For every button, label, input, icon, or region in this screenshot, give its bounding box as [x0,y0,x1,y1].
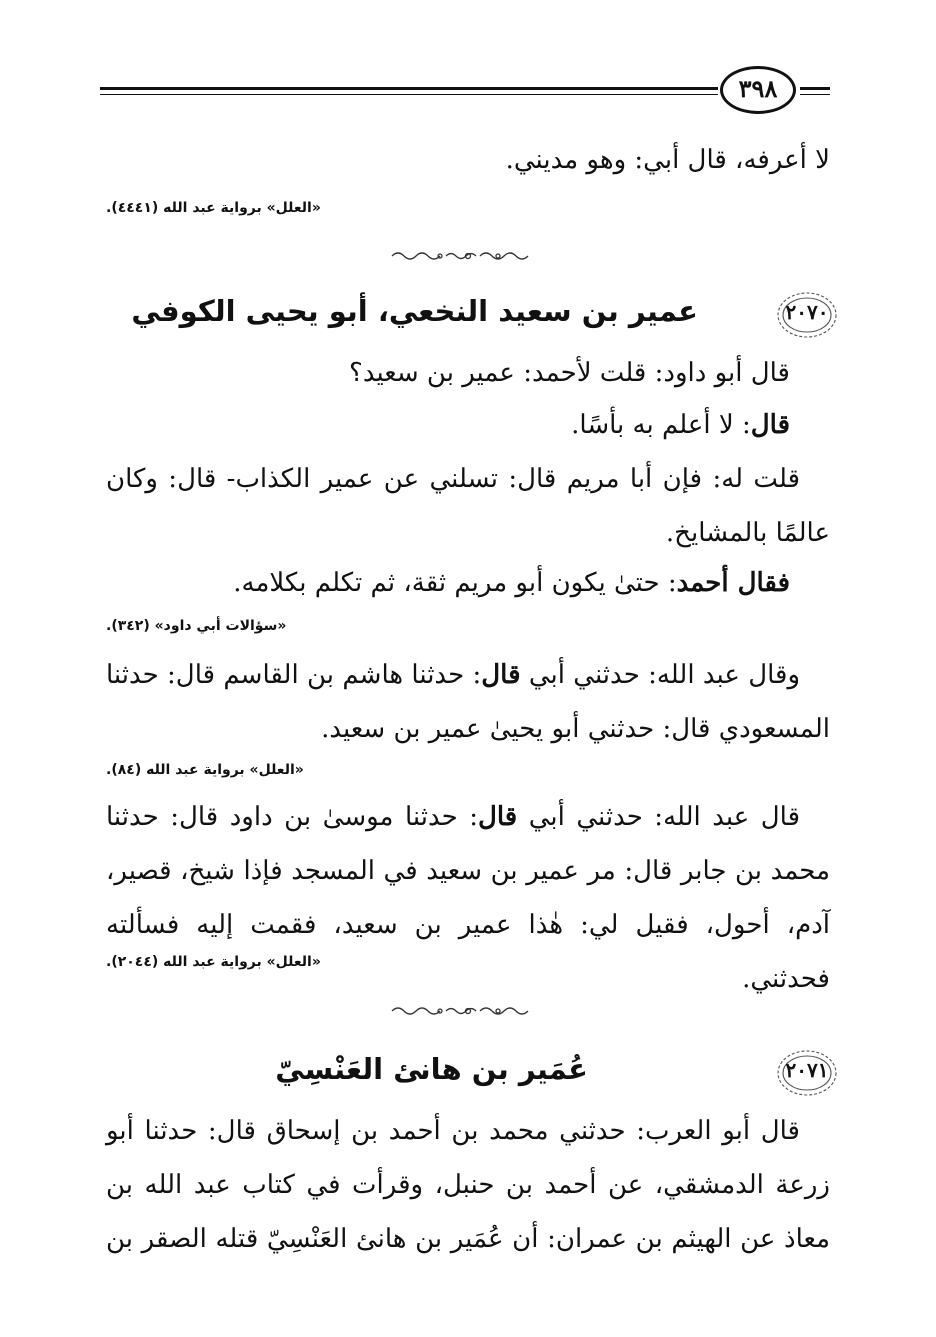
header-rule [100,87,718,90]
reference-text: «العلل» برواية عبد الله (٤٤٤١). [106,200,321,216]
paragraph-text: : لا أعلم به بأسًا. [571,410,751,440]
entry-title: عُمَير بن هانئ العَنْسِيّ [275,1052,588,1086]
reference-note [106,200,830,216]
reference-note [106,618,830,634]
ornament-divider-icon [388,1004,548,1018]
paragraph [106,398,790,452]
reference-text: «سؤالات أبي داود» (٣٤٢). [106,618,287,634]
entry-title: عمير بن سعيد النخعي، أبو يحيى الكوفي [131,294,698,328]
page-number: ٣٩٨ [720,66,796,114]
paragraph-text: وقال عبد الله: حدثني أبي [520,660,801,690]
paragraph-text: : حتىٰ يكون أبو مريم ثقة، ثم تكلم بكلامه. [233,568,677,598]
paragraph: قال أبو داود: قلت لأحمد: عمير بن سعيد؟ [349,358,790,388]
header-rule [100,94,718,95]
bold-label: قال [750,410,790,440]
reference-note [106,954,830,970]
paragraph: لا أعرفه، قال أبي: وهو مديني. [505,145,830,175]
paragraph-text: : حدثنا موسىٰ بن داود قال: حدثنا محمد بن جابر قال: مر عمير بن سعيد في المسجد فإذا شيخ، قصير، آدم، أحول، فقيل لي: هٰذا عمير بن سعيد، فقمت إليه فسألته فحدثني. [106,802,830,994]
paragraph: قال أبو العرب: حدثني محمد بن أحمد بن إسحاق قال: حدثنا أبو زرعة الدمشقي، عن أحمد بن حنبل، وقرأت في كتاب عبد الله بن معاذ عن الهيثم بن عمران: أن عُمَير بن هانئ العَنْسِيّ قتله الصقر بن [106,1116,830,1254]
entry-heading [106,290,838,350]
bold-label: قال [477,802,518,832]
header-rule [800,94,830,95]
bold-label: فقال أحمد [676,568,790,598]
reference-text: «العلل» برواية عبد الله (٨٤). [106,762,304,778]
entry-number: ٢٠٧١ [785,1058,829,1082]
paragraph-text: قال عبد الله: حدثني أبي [517,802,800,832]
header-rule [800,87,830,90]
reference-note [106,762,830,778]
entry-heading [106,1048,838,1108]
paragraph [106,556,790,610]
bold-label: قال [481,660,521,690]
paragraph [106,648,830,756]
paragraph: قلت له: فإن أبا مريم قال: تسلني عن عمير الكذاب- قال: وكان عالمًا بالمشايخ. [106,464,830,548]
entry-number: ٢٠٧٠ [785,300,829,324]
reference-text: «العلل» برواية عبد الله (٢٠٤٤). [106,954,321,970]
paragraph-text: : حدثنا هاشم بن القاسم قال: حدثنا المسعودي قال: حدثني أبو يحيىٰ عمير بن سعيد. [106,660,830,744]
ornament-divider-icon [388,249,548,263]
page-header [100,60,840,120]
paragraph [106,790,830,1006]
